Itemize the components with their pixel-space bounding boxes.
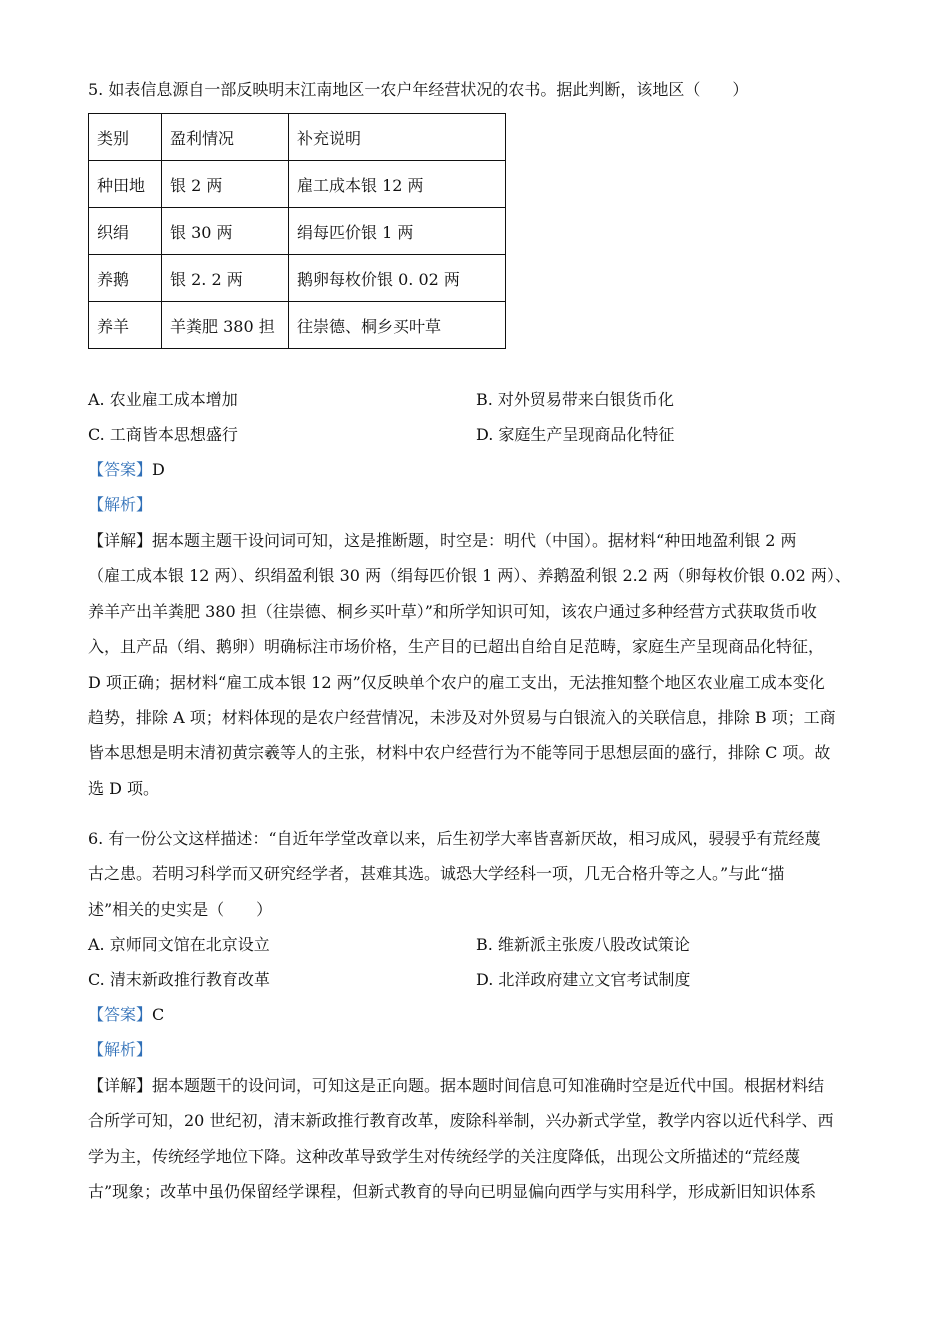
table-header-cell: 盈利情况 [162,114,289,161]
stem-line: 述”相关的史实是（ ） [88,899,273,919]
table-header-cell: 补充说明 [289,114,506,161]
table-cell: 银 30 两 [162,208,289,255]
q6-stem [88,821,863,927]
detail-line: 养羊产出羊粪肥 380 担（往崇德、桐乡买叶草）”和所学知识可知，该农户通过多种经营方式获取货币收 [88,601,817,621]
q5-option-d: D. 家庭生产呈现商品化特征 [476,425,675,444]
table-cell: 绢每匹价银 1 两 [289,208,506,255]
q5-answer-value: D [152,460,165,479]
q5-option-b: B. 对外贸易带来白银货币化 [476,390,674,409]
q5-answer-line [88,460,165,480]
q5-option-c: C. 工商皆本思想盛行 [88,425,238,444]
table-cell: 养鹅 [89,255,162,302]
q6-option-a: A. 京师同文馆在北京设立 [88,935,270,954]
detail-line: 选 D 项。 [88,778,160,798]
q6-answer-value: C [152,1005,165,1024]
answer-tag: 【答案】 [88,1005,153,1024]
q6-option-d: D. 北洋政府建立文官考试制度 [476,970,691,989]
detail-line [88,523,863,558]
table-header-row [89,114,506,161]
detail-line: 皆本思想是明末清初黄宗羲等人的主张，材料中农户经营行为不能等同于思想层面的盛行，排除 C 项。故 [88,743,831,763]
detail-line: 趋势，排除 A 项；材料体现的是农户经营情况，未涉及对外贸易与白银流入的关联信息，排除 B 项；工商 [88,708,836,728]
detail-tag: 【详解】 [88,531,153,550]
detail-tag: 【详解】 [88,1076,153,1095]
detail-text: 据本题题干的设问词，可知这是正向题。据本题时间信息可知准确时空是近代中国。根据材料结 [152,1076,825,1095]
table-row [89,161,506,208]
table-cell: 鹅卵每枚价银 0. 02 两 [289,255,506,302]
detail-line: D 项正确；据材料“雇工成本银 12 两”仅反映单个农户的雇工支出，无法推知整个地区农业雇工成本变化 [88,672,825,692]
table-cell: 雇工成本银 12 两 [289,161,506,208]
q5-stem: 5. 如表信息源自一部反映明末江南地区一农户年经营状况的农书。据此判断，该地区（ ） [88,80,749,99]
table-cell: 养羊 [89,302,162,349]
q5-analysis-tag: 【解析】 [88,495,153,514]
table-row [89,302,506,349]
q6-option-b: B. 维新派主张废八股改试策论 [476,935,690,954]
q6-analysis-tag: 【解析】 [88,1040,153,1059]
detail-line: 入，且产品（绢、鹅卵）明确标注市场价格，生产目的已超出自给自足范畴，家庭生产呈现商品化特征， [88,637,825,657]
detail-line: 学为主，传统经学地位下降。这种改革导致学生对传统经学的关注度降低，出现公文所描述的“荒经蔑 [88,1146,801,1166]
table-header-cell: 类别 [89,114,162,161]
table-row [89,255,506,302]
table-cell: 种田地 [89,161,162,208]
table-cell: 银 2. 2 两 [162,255,289,302]
detail-text: 据本题主题干设问词可知，这是推断题，时空是：明代（中国）。据材料“种田地盈利银 2 两 [152,531,797,550]
table-cell: 银 2 两 [162,161,289,208]
q5-option-a: A. 农业雇工成本增加 [88,390,238,409]
q5-info-table [88,113,506,349]
table-cell: 往崇德、桐乡买叶草 [289,302,506,349]
detail-line: 合所学可知，20 世纪初，清末新政推行教育改革，废除科举制，兴办新式学堂，教学内容以近代科学、西 [88,1111,834,1131]
q6-option-c: C. 清末新政推行教育改革 [88,970,270,989]
q6-answer-line [88,1005,164,1025]
detail-line: 古”现象；改革中虽仍保留经学课程，但新式教育的导向已明显偏向西学与实用科学，形成新旧知识体系 [88,1182,817,1202]
detail-line [88,1068,863,1103]
stem-line: 古之患。若明习科学而又研究经学者，甚难其选。诚恐大学经科一项，几无合格升等之人。”与此“描 [88,864,785,884]
q6-detail-paragraph [88,1068,863,1210]
table-row [89,208,506,255]
answer-tag: 【答案】 [88,460,153,479]
table-cell: 羊粪肥 380 担 [162,302,289,349]
q5-detail-paragraph [88,523,863,806]
stem-line: 6. 有一份公文这样描述：“自近年学堂改章以来，后生初学大率皆喜新厌故，相习成风，骎骎乎有荒经蔑 [88,829,821,848]
table-cell: 织绢 [89,208,162,255]
detail-line: （雇工成本银 12 两）、织绢盈利银 30 两（绢每匹价银 1 两）、养鹅盈利银 2.2 两（卵每枚价银 0.02 两）、 [88,566,851,586]
